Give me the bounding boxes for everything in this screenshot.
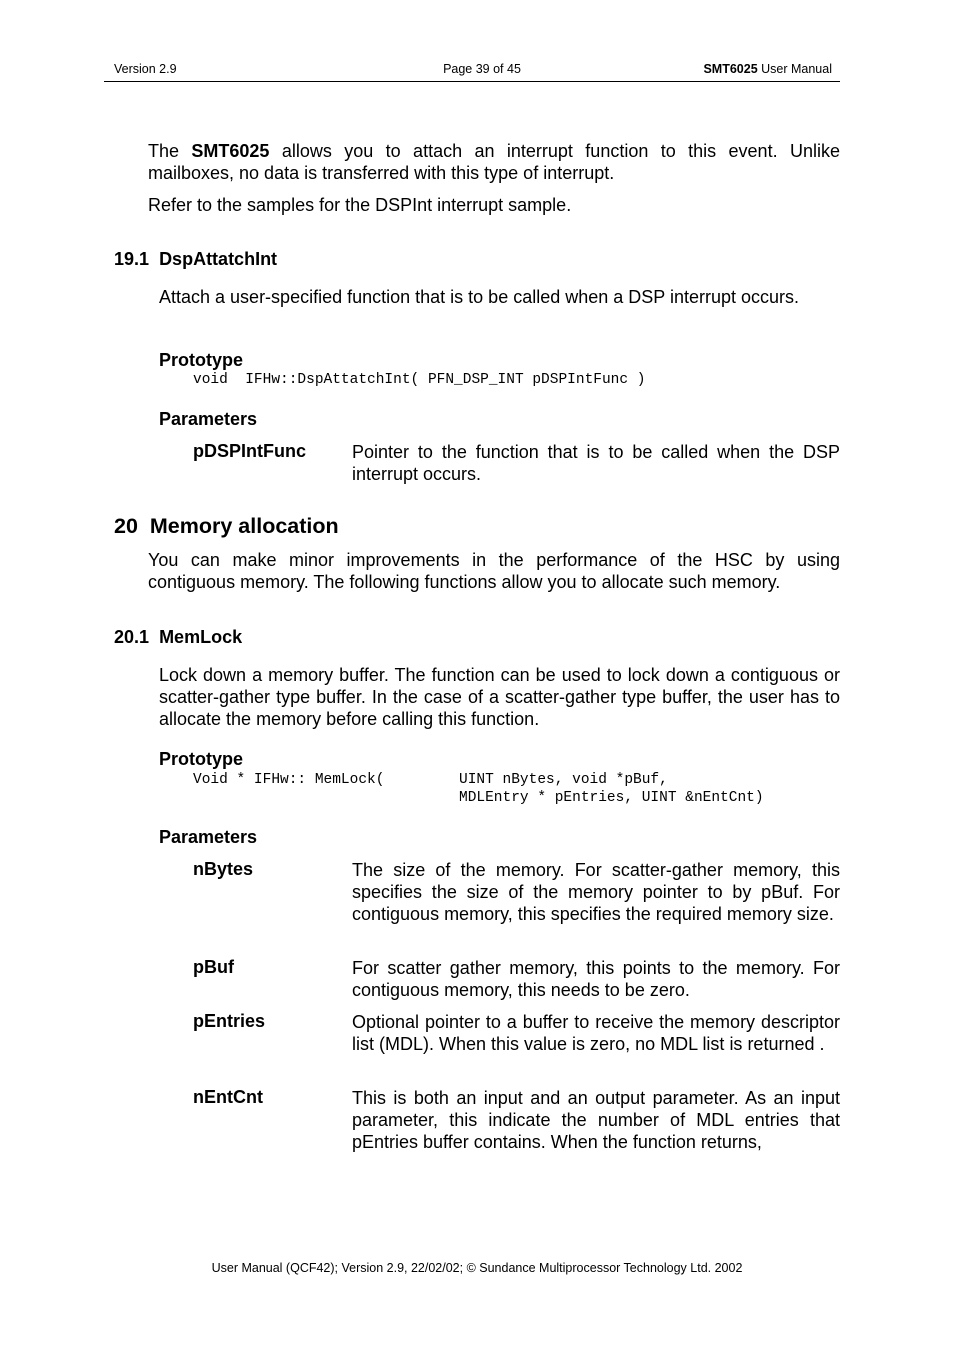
section-19-1-description: Attach a user-specified function that is to be called when a DSP interrupt occurs.	[159, 287, 800, 307]
prototype-code-line-1a: Void * IFHw:: MemLock(	[193, 772, 385, 788]
header-rule	[104, 81, 840, 82]
section-number: 19.1	[114, 249, 150, 269]
parameters-label: Parameters	[159, 827, 258, 847]
section-number: 20.1	[114, 627, 150, 647]
intro-product: SMT6025	[191, 141, 270, 161]
intro-text-post: allows you to attach an interrupt function to this event. Unlike mailboxes, no data is transferred with this type of interrupt.	[148, 141, 840, 183]
section-20-heading	[114, 514, 339, 539]
header-version: Version 2.9	[114, 62, 177, 76]
page-footer: User Manual (QCF42); Version 2.9, 22/02/02; © Sundance Multiprocessor Technology Ltd. 2002	[211, 1261, 743, 1275]
intro-text-pre: The	[148, 141, 192, 161]
header-manual-label: User Manual	[757, 62, 832, 76]
prototype-code-line-2: MDLEntry * pEntries, UINT &nEntCnt)	[459, 790, 764, 806]
param-name: pDSPIntFunc	[193, 441, 306, 461]
param-name: pBuf	[193, 957, 234, 977]
prototype-code-line-1b: UINT nBytes, void *pBuf,	[459, 772, 668, 788]
section-number: 20	[114, 514, 138, 538]
section-title: DspAttatchInt	[159, 249, 278, 269]
param-description: For scatter gather memory, this points to the memory. For contiguous memory, this needs to be zero.	[352, 958, 840, 1000]
prototype-code: void IFHw::DspAttatchInt( PFN_DSP_INT pDSPIntFunc )	[193, 372, 646, 388]
header-manual-title	[703, 62, 832, 76]
prototype-label: Prototype	[159, 350, 244, 370]
prototype-label: Prototype	[159, 749, 244, 769]
param-name: nBytes	[193, 859, 254, 879]
param-description: Optional pointer to a buffer to receive the memory descriptor list (MDL). When this value is zero, no MDL list is returned .	[352, 1012, 840, 1054]
section-20-1-heading	[114, 627, 242, 648]
section-20-description: You can make minor improvements in the performance of the HSC by using contiguous memory. The following functions allow you to allocate such memory.	[148, 550, 840, 592]
header-product: SMT6025	[703, 62, 758, 76]
section-title: MemLock	[159, 627, 243, 647]
param-description: This is both an input and an output parameter. As an input parameter, this indicate the number of MDL entries that pEntries buffer contains. When the function returns,	[352, 1088, 840, 1152]
intro-paragraph	[148, 140, 840, 184]
header-page-number: Page 39 of 45	[443, 62, 521, 76]
param-name: pEntries	[193, 1011, 266, 1031]
section-20-1-description: Lock down a memory buffer. The function can be used to lock down a contiguous or scatter-gather type buffer. In the case of a scatter-gather type buffer, the user has to allocate the memory before calling this function.	[159, 665, 840, 729]
param-description: Pointer to the function that is to be called when the DSP interrupt occurs.	[352, 442, 840, 484]
intro-samples-note: Refer to the samples for the DSPInt interrupt sample.	[148, 195, 572, 215]
section-title: Memory allocation	[149, 514, 339, 538]
section-19-1-heading	[114, 249, 277, 270]
parameters-label: Parameters	[159, 409, 258, 429]
param-name: nEntCnt	[193, 1087, 263, 1107]
param-description: The size of the memory. For scatter-gather memory, this specifies the size of the memory pointer to by pBuf. For contiguous memory, this specifies the required memory size.	[352, 860, 840, 924]
